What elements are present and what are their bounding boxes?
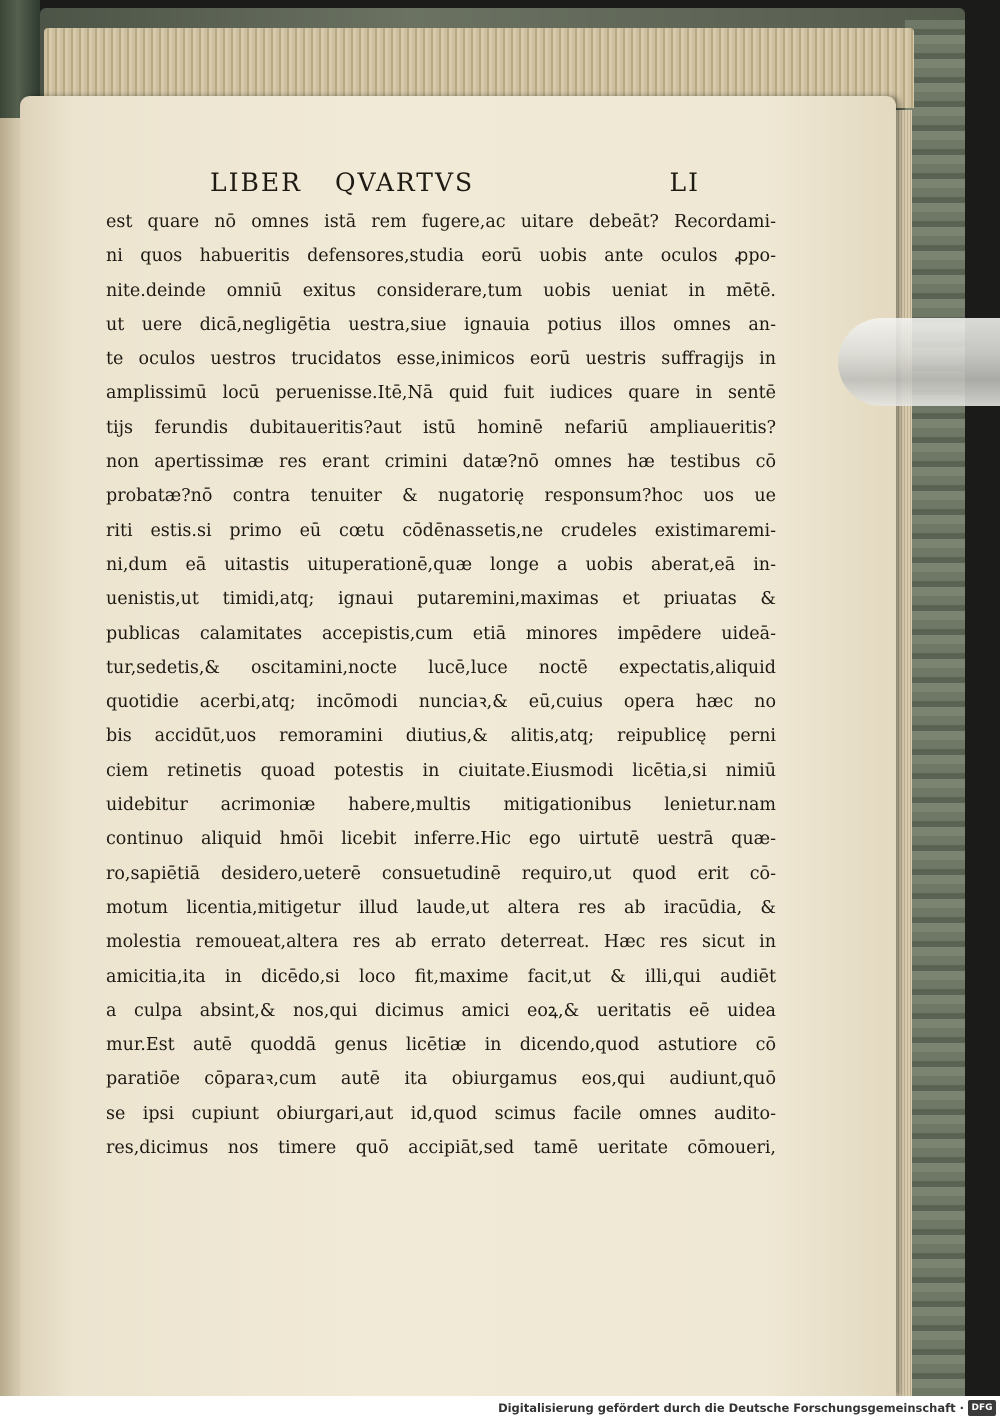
text-line: probatæ?nō contra tenuiter & nugatorię responsum?hoc uos ue	[106, 486, 776, 507]
text-line: tur,sedetis,& oscitamini,nocte lucē,luce noctē expectatis,aliquid	[106, 657, 776, 678]
text-line: quotidie acerbi,atq; incōmodi nunciaꝛ,& eū,cuius opera hæc no	[106, 692, 776, 713]
text-line: se ipsi cupiunt obiurgari,aut id,quod scimus facile omnes audito-	[106, 1103, 776, 1124]
text-line: res,dicimus nos timere quō accipiāt,sed tamē ueritate cōmoueri,	[106, 1138, 776, 1159]
text-line: ciem retinetis quoad potestis in ciuitate.Eiusmodi licētia,si nimiū	[106, 760, 776, 781]
text-line: motum licentia,mitigetur illud laude,ut altera res ab iracūdia, &	[106, 897, 776, 918]
running-head-book: LIBER	[210, 168, 302, 197]
text-line: a culpa absint,& nos,qui dicimus amici eoꝝ,& ueritatis eē uidea	[106, 1000, 776, 1021]
page-holder-clip	[838, 318, 1000, 406]
text-line: ut uere dicā,negligētia uestra,siue ignauia potius illos omnes an-	[106, 314, 776, 335]
text-line: non apertissimæ res erant crimini datæ?nō omnes hæ testibus cō	[106, 452, 776, 473]
digitization-footer	[0, 1396, 1000, 1421]
cover-spine-edge	[905, 20, 965, 1396]
funding-credit: Digitalisierung gefördert durch die Deutsche Forschungsgemeinschaft ·	[498, 1401, 964, 1415]
text-line: te oculos uestros trucidatos esse,inimicos eorū uestris suffragijs in	[106, 349, 776, 370]
text-line: ro,sapiētiā desidero,ueterē consuetudinē requiro,ut quod erit cō-	[106, 863, 776, 884]
text-line: ni,dum eā uitastis uituperationē,quæ longe a uobis aberat,eā in-	[106, 554, 776, 575]
text-line: bis accidūt,uos remoramini diutius,& alitis,atq; reipublicę perni	[106, 726, 776, 747]
text-line: riti estis.si primo eū cœtu cōdēnassetis,ne crudeles existimaremi-	[106, 520, 776, 541]
text-line: uenistis,ut timidi,atq; ignaui putaremini,maximas et priuatas &	[106, 589, 776, 610]
running-head-part: QVARTVS	[335, 168, 475, 197]
text-line: paratiōe cōparaꝛ,cum autē ita obiurgamus eos,qui audiunt,quō	[106, 1069, 776, 1090]
text-line: amplissimū locū peruenisse.Itē,Nā quid fuit iudices quare in sentē	[106, 383, 776, 404]
text-line: publicas calamitates accepistis,cum etiā minores impēdere uideā-	[106, 623, 776, 644]
text-line: tijs ferundis dubitaueritis?aut istū hominē nefariū ampliaueritis?	[106, 417, 776, 438]
text-line: mur.Est autē quoddā genus licētiæ in dicendo,quod astutiore cō	[106, 1035, 776, 1056]
running-head	[210, 168, 700, 202]
text-line: ni quos habueritis defensores,studia eorū uobis ante oculos ꝓpo-	[106, 246, 776, 267]
text-line: uidebitur acrimoniæ habere,multis mitigationibus lenietur.nam	[106, 795, 776, 816]
text-line: molestia remoueat,altera res ab errato deterreat. Hæc res sicut in	[106, 932, 776, 953]
folio-number: LI	[669, 168, 700, 197]
page-text	[106, 205, 776, 1165]
text-line: est quare nō omnes istā rem fugere,ac uitare debeāt? Recordami-	[106, 212, 776, 232]
text-line: continuo aliquid hmōi licebit inferre.Hic ego uirtutē uestrā quæ-	[106, 829, 776, 850]
dfg-logo: DFG	[968, 1400, 996, 1416]
text-line: amicitia,ita in dicēdo,si loco fit,maxime facit,ut & illi,qui audiēt	[106, 966, 776, 987]
text-line: nite.deinde omniū exitus considerare,tum uobis ueniat in mētē.	[106, 280, 776, 301]
